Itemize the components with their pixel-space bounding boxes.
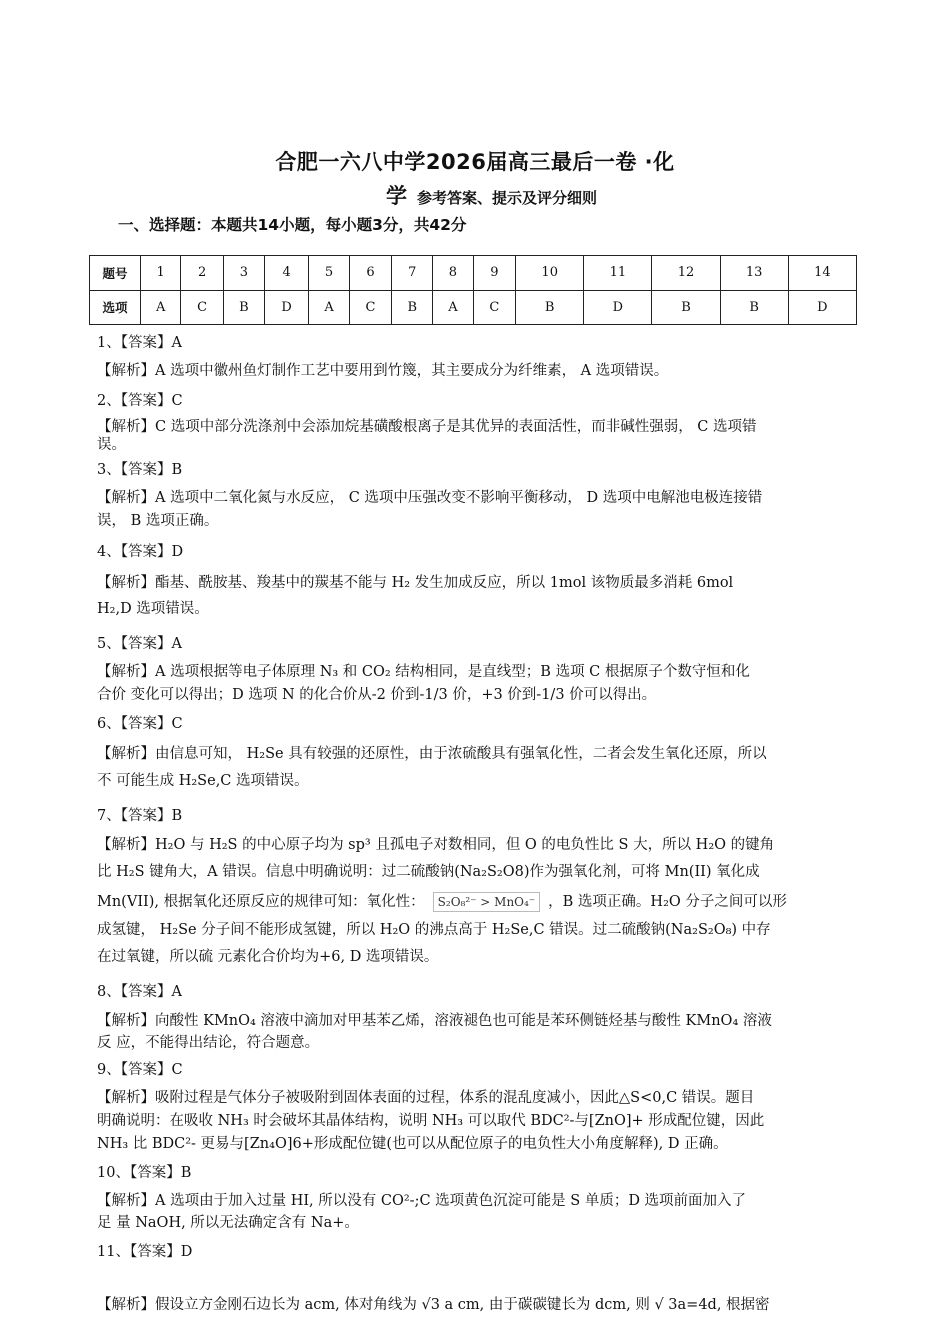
answer-line: 10、【答案】B <box>97 1165 192 1181</box>
answer-line: 7、【答案】B <box>97 808 183 824</box>
row-label: 题号 <box>90 256 141 291</box>
answer-line: 6、【答案】C <box>97 716 183 732</box>
page-subtitle <box>386 180 597 210</box>
explanation-line: 不 可能生成 H₂Se,C 选项错误。 <box>97 773 309 789</box>
table-cell: 14 <box>788 256 856 291</box>
table-cell: 4 <box>264 256 308 291</box>
explanation-line: 【解析】酯基、酰胺基、羧基中的羰基不能与 H₂ 发生加成反应，所以 1mol 该物质最多消耗 6mol <box>97 575 734 591</box>
explanation-line: 在过氧键，所以硫 元素化合价均为+6, D 选项错误。 <box>97 949 439 965</box>
subtitle-text: 参考答案、提示及评分细则 <box>417 189 598 207</box>
explanation-line: 【解析】由信息可知， H₂Se 具有较强的还原性，由于浓硫酸具有强氧化性，二者会发生氧化还原，所以 <box>97 746 767 762</box>
table-cell: C <box>181 290 224 325</box>
table-cell: 10 <box>516 256 584 291</box>
explanation-line: 【解析】假设立方金刚石边长为 acm, 体对角线为 √3 a cm, 由于碳碳键长为 dcm, 则 √ 3a=4d, 根据密 <box>97 1297 770 1313</box>
table-cell: C <box>473 290 516 325</box>
explanation-line: H₂,D 选项错误。 <box>97 601 209 617</box>
answer-line: 4、【答案】D <box>97 544 184 560</box>
table-cell: 7 <box>392 256 433 291</box>
table-cell: B <box>516 290 584 325</box>
explanation-line: 【解析】向酸性 KMnO₄ 溶液中滴加对甲基苯乙烯，溶液褪色也可能是苯环侧链烃基与酸性 KMnO₄ 溶液 <box>97 1013 772 1029</box>
explanation-line: 反 应，不能得出结论，符合题意。 <box>97 1035 320 1051</box>
table-cell: A <box>309 290 349 325</box>
table-cell: D <box>264 290 308 325</box>
table-cell: D <box>788 290 856 325</box>
table-cell: 3 <box>223 256 264 291</box>
table-cell: 9 <box>473 256 516 291</box>
explanation-line: 【解析】H₂O 与 H₂S 的中心原子均为 sp³ 且孤电子对数相同，但 O 的电负性比 S 大，所以 H₂O 的键角 <box>97 837 775 853</box>
table-cell: B <box>720 290 788 325</box>
answer-line: 3、【答案】B <box>97 462 183 478</box>
explanation-line: 合价 变化可以得出；D 选项 N 的化合价从-2 价到-1/3 价，+3 价到-1/3 价可以得出。 <box>97 687 657 703</box>
explanation-line: 【解析】C 选项中部分洗涤剂中会添加烷基磺酸根离子是其优异的表面活性，而非碱性强弱， C 选项错 <box>97 419 757 435</box>
table-cell: 13 <box>720 256 788 291</box>
answer-line: 11、【答案】D <box>97 1244 193 1260</box>
explanation-text: Mn(VII), 根据氧化还原反应的规律可知：氧化性： <box>97 894 425 910</box>
table-cell: 11 <box>584 256 652 291</box>
explanation-line: 成氢键， H₂Se 分子间不能形成氢键，所以 H₂O 的沸点高于 H₂Se,C 错误。过二硫酸钠(Na₂S₂O₈) 中存 <box>97 922 771 938</box>
table-cell: B <box>223 290 264 325</box>
answer-line: 5、【答案】A <box>97 636 182 652</box>
explanation-line: 比 H₂S 键角大，A 错误。信息中明确说明：过二硫酸钠(Na₂S₂O8)作为强氧化剂，可将 Mn(II) 氧化成 <box>97 864 760 880</box>
table-cell: B <box>652 290 720 325</box>
table-cell: A <box>433 290 473 325</box>
explanation-line: 【解析】A 选项中二氧化氮与水反应， C 选项中压强改变不影响平衡移动， D 选项中电解池电极连接错 <box>97 490 763 506</box>
explanation-line: 误， B 选项正确。 <box>97 513 219 529</box>
section-heading: 一、选择题：本题共14小题，每小题3分，共42分 <box>118 216 467 234</box>
explanation-line <box>97 892 787 912</box>
explanation-line: 【解析】吸附过程是气体分子被吸附到固体表面的过程，体系的混乱度减小，因此△S<0,C 错误。题目 <box>97 1090 755 1106</box>
table-cell: 1 <box>141 256 181 291</box>
table-cell: B <box>392 290 433 325</box>
table-cell: 12 <box>652 256 720 291</box>
table-cell: 2 <box>181 256 224 291</box>
answer-line: 9、【答案】C <box>97 1062 183 1078</box>
table-cell: C <box>349 290 392 325</box>
explanation-line: 误。 <box>97 437 126 453</box>
answer-line: 2、【答案】C <box>97 393 183 409</box>
table-cell: 8 <box>433 256 473 291</box>
answer-line: 1、【答案】A <box>97 335 182 351</box>
explanation-line: 【解析】A 选项根据等电子体原理 N₃ 和 CO₂ 结构相同，是直线型；B 选项 C 根据原子个数守恒和化 <box>97 664 750 680</box>
explanation-line: 【解析】A 选项中徽州鱼灯制作工艺中要用到竹篾，其主要成分为纤维素， A 选项错误。 <box>97 363 669 379</box>
answer-line: 8、【答案】A <box>97 984 182 1000</box>
row-label: 选项 <box>90 290 141 325</box>
table-cell: A <box>141 290 181 325</box>
table-cell: 6 <box>349 256 392 291</box>
table-row-answers <box>90 290 857 325</box>
explanation-text: ，B 选项正确。H₂O 分子之间可以形 <box>548 894 787 910</box>
page-title: 合肥一六八中学2026届高三最后一卷 ·化 <box>275 150 675 174</box>
explanation-line: 足 量 NaOH, 所以无法确定含有 Na+。 <box>97 1215 359 1231</box>
ion-formula-image: S₂O₈²⁻ > MnO₄⁻ <box>433 892 541 912</box>
table-cell: 5 <box>309 256 349 291</box>
explanation-line: 【解析】A 选项由于加入过量 HI, 所以没有 CO²-;C 选项黄色沉淀可能是 S 单质；D 选项前面加入了 <box>97 1193 747 1209</box>
explanation-line: 明确说明：在吸收 NH₃ 时会破坏其晶体结构，说明 NH₃ 可以取代 BDC²-与[ZnO]+ 形成配位键，因此 <box>97 1113 765 1129</box>
answer-table <box>89 255 857 325</box>
subtitle-subject: 学 <box>386 184 407 208</box>
explanation-line: NH₃ 比 BDC²- 更易与[Zn₄O]6+形成配位键(也可以从配位原子的电负性大小角度解释), D 正确。 <box>97 1136 728 1152</box>
table-row-numbers <box>90 256 857 291</box>
table-cell: D <box>584 290 652 325</box>
